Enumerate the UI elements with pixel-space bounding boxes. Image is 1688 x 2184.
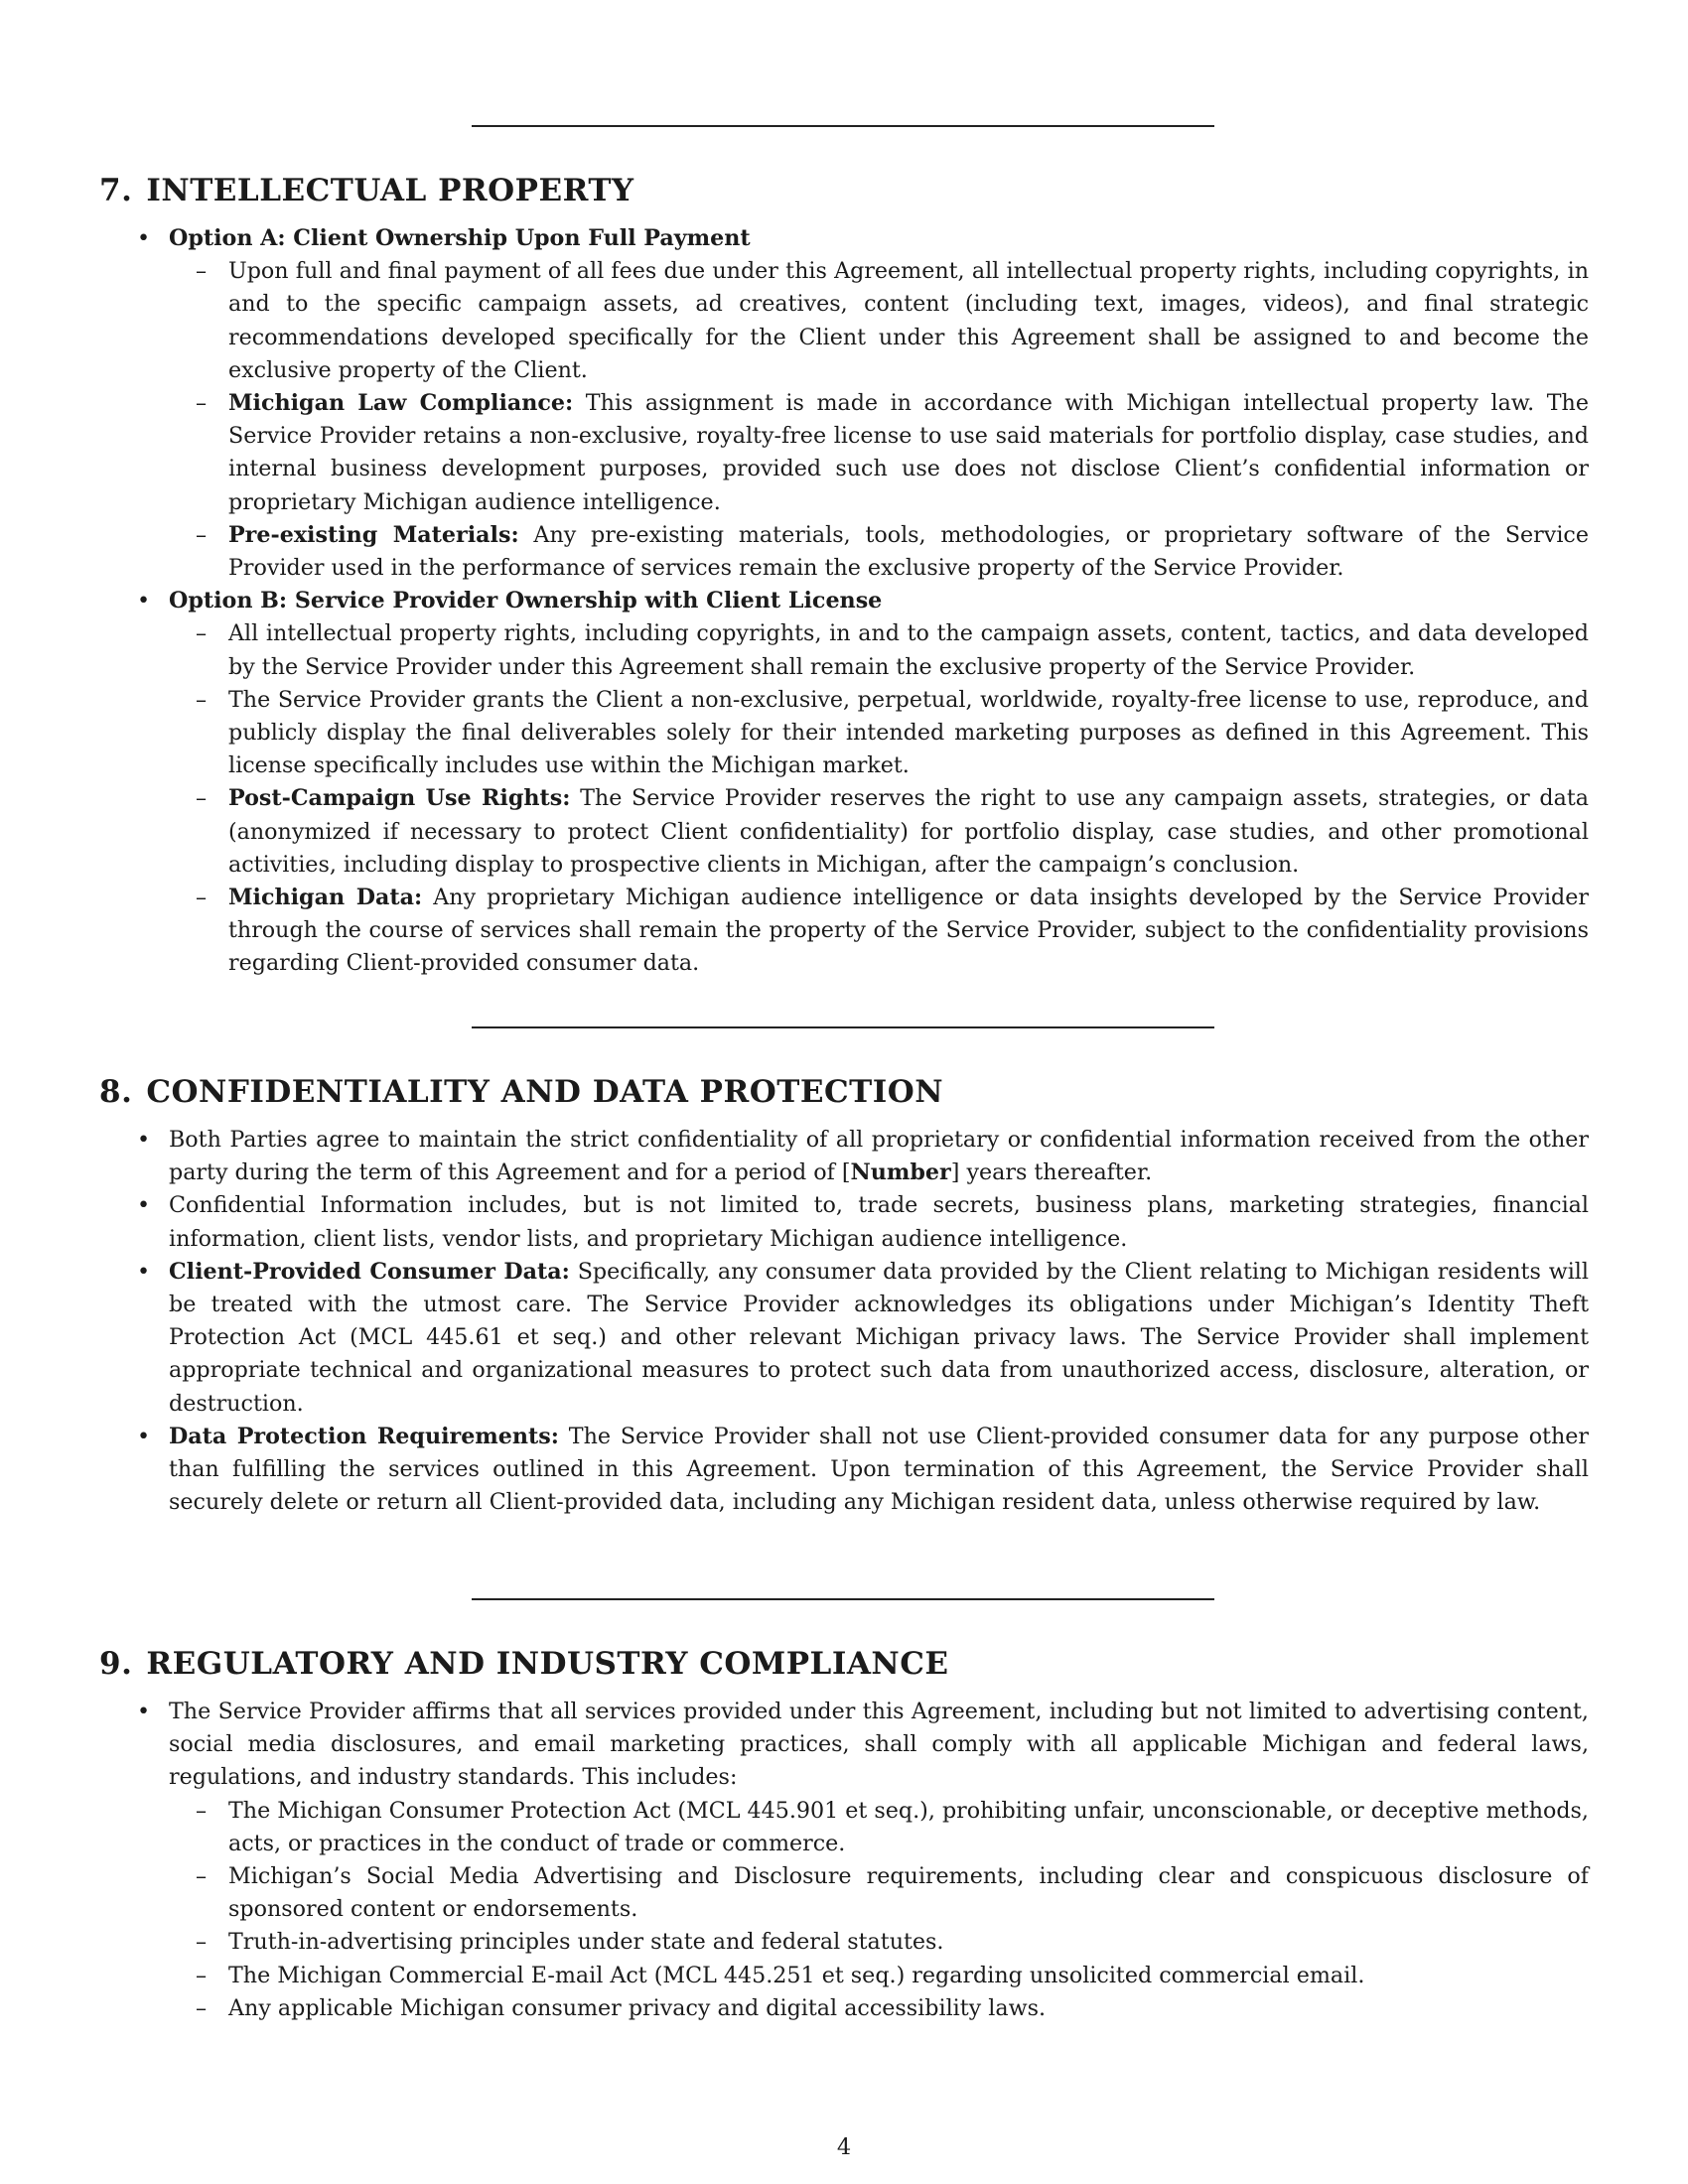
bullet-item: • Client-Provided Consumer Data: Specifically, any consumer data provided by the Client relating to Michigan residents will be treated with the utmost care. The Service Provider acknowledges its obligations under Michigan’s Identity Theft Protection Act (MCL 445.61 et seq.) and other relevant Michigan privacy laws. The Service Provider shall implement appropriate technical and organizational measures to protect such data from unauthorized access, disclosure, alteration, or destruction.: [99, 1256, 1589, 1421]
section-regulatory-compliance: [99, 1644, 1589, 2025]
sub-item: – Michigan Law Compliance: This assignment is made in accordance with Michigan intellectual property law. The Service Provider retains a non-exclusive, royalty-free license to use said materials for portfolio display, case studies, and internal business development purposes, provided such use does not disclose Client’s confidential information or proprietary Michigan audience intelligence.: [99, 387, 1589, 519]
sub-item: – Pre-existing Materials: Any pre-existing materials, tools, methodologies, or proprietary software of the Service Provider used in the performance of services remain the exclusive property of the Service Provider.: [99, 519, 1589, 585]
section-divider: [472, 1598, 1214, 1600]
sub-item: – Truth-in-advertising principles under state and federal statutes.: [99, 1926, 1589, 1959]
bullet-item: • The Service Provider affirms that all services provided under this Agreement, including but not limited to advertising content, social media disclosures, and email marketing practices, shall comply with all applicable Michigan and federal laws, regulations, and industry standards. This includes:: [99, 1696, 1589, 1795]
section-intellectual-property: [99, 171, 1589, 981]
bullet-item: • Both Parties agree to maintain the strict confidentiality of all proprietary or confidential information received from the other party during the term of this Agreement and for a period of [Number] years thereafter.: [99, 1124, 1589, 1189]
bullet-item: • Confidential Information includes, but is not limited to, trade secrets, business plans, marketing strategies, financial information, client lists, vendor lists, and proprietary Michigan audience intelligence.: [99, 1189, 1589, 1255]
sub-item: – All intellectual property rights, including copyrights, in and to the campaign assets, content, tactics, and data developed by the Service Provider under this Agreement shall remain the exclusive property of the Service Provider.: [99, 617, 1589, 683]
sub-item: – Post-Campaign Use Rights: The Service Provider reserves the right to use any campaign assets, strategies, or data (anonymized if necessary to protect Client confidentiality) for portfolio display, case studies, and other promotional activities, including display to prospective clients in Michigan, after the campaign’s conclusion.: [99, 782, 1589, 882]
section-heading: 7. INTELLECTUAL PROPERTY: [99, 173, 634, 208]
page-number: 4: [836, 2134, 852, 2160]
bullet-item: • Data Protection Requirements: The Service Provider shall not use Client-provided consumer data for any purpose other than fulfilling the services outlined in this Agreement. Upon termination of this Agreement, the Service Provider shall securely delete or return all Client-provided data, including any Michigan resident data, unless otherwise required by law.: [99, 1421, 1589, 1520]
section-confidentiality: [99, 1072, 1589, 1519]
sub-item: – The Michigan Commercial E-mail Act (MCL 445.251 et seq.) regarding unsolicited commercial email.: [99, 1960, 1589, 1992]
sub-item: – Any applicable Michigan consumer privacy and digital accessibility laws.: [99, 1992, 1589, 2025]
section-heading: 9. REGULATORY AND INDUSTRY COMPLIANCE: [99, 1646, 949, 1682]
sub-item: – Upon full and final payment of all fees due under this Agreement, all intellectual property rights, including copyrights, in and to the specific campaign assets, ad creatives, content (including text, images, videos), and final strategic recommendations developed specifically for the Client under this Agreement shall be assigned to and become the exclusive property of the Client.: [99, 255, 1589, 387]
section-divider: [472, 1026, 1214, 1028]
sub-item: – The Service Provider grants the Client a non-exclusive, perpetual, worldwide, royalty-free license to use, reproduce, and publicly display the final deliverables solely for their intended marketing purposes as defined in this Agreement. This license specifically includes use within the Michigan market.: [99, 684, 1589, 783]
bullet-item: • Option A: Client Ownership Upon Full Payment: [99, 222, 1589, 255]
sub-item: – The Michigan Consumer Protection Act (MCL 445.901 et seq.), prohibiting unfair, unconscionable, or deceptive methods, acts, or practices in the conduct of trade or commerce.: [99, 1795, 1589, 1860]
sub-item: – Michigan Data: Any proprietary Michigan audience intelligence or data insights developed by the Service Provider through the course of services shall remain the property of the Service Provider, subject to the confidentiality provisions regarding Client-provided consumer data.: [99, 882, 1589, 981]
sub-item: – Michigan’s Social Media Advertising and Disclosure requirements, including clear and conspicuous disclosure of sponsored content or endorsements.: [99, 1860, 1589, 1926]
bullet-item: • Option B: Service Provider Ownership with Client License: [99, 585, 1589, 617]
section-heading: 8. CONFIDENTIALITY AND DATA PROTECTION: [99, 1074, 944, 1110]
section-divider: [472, 125, 1214, 127]
